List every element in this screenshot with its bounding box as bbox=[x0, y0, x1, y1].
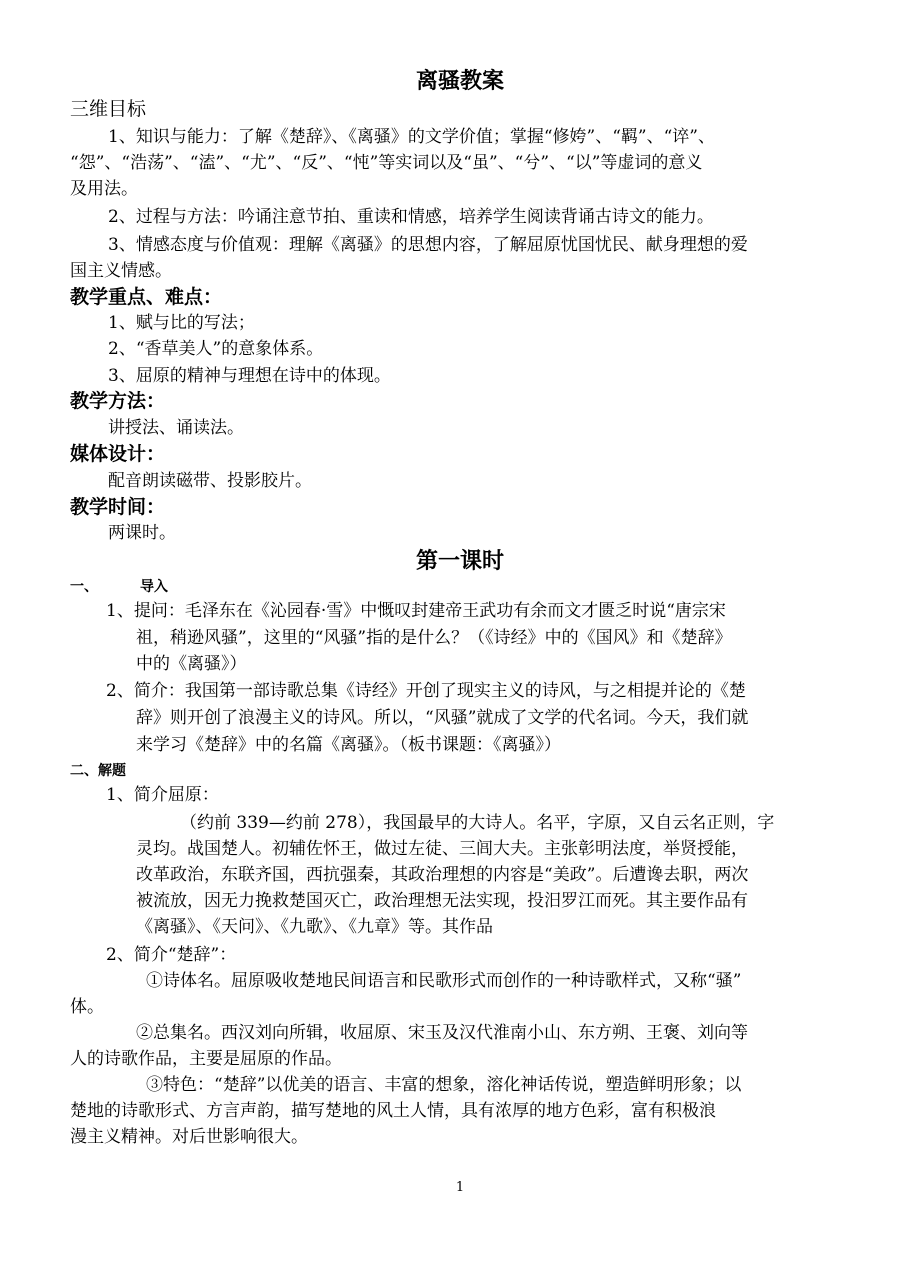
method-heading: 教学方法： bbox=[70, 390, 166, 412]
qu-yuan-line-1: （约前 339—约前 278），我国最早的大诗人。名平，字原，又自云名正则，字 bbox=[180, 813, 775, 833]
page-number: 1 bbox=[455, 1180, 465, 1195]
document-title: 离骚教案 bbox=[415, 69, 504, 94]
goals-heading: 三维目标 bbox=[70, 98, 147, 120]
lesson-heading: 第一课时 bbox=[415, 549, 504, 574]
media-text: 配音朗读磁带、投影胶片。 bbox=[108, 471, 312, 491]
goal-1-line-3: 及用法。 bbox=[70, 179, 138, 199]
key-point-2: 2、“香草美人”的意象体系。 bbox=[108, 339, 324, 359]
qu-yuan-line-4: 被流放，因无力挽救楚国灭亡，政治理想无法实现，投汨罗江而死。其主要作品有 bbox=[136, 891, 748, 911]
part-2-title: 二、解题 bbox=[70, 763, 126, 779]
part-1-title: 导入 bbox=[140, 579, 168, 595]
key-point-3: 3、屈原的精神与理想在诗中的体现。 bbox=[108, 366, 391, 386]
chuci-2-line-2: 人的诗歌作品，主要是屈原的作品。 bbox=[70, 1049, 342, 1069]
goal-2: 2、过程与方法：吟诵注意节拍、重读和情感，培养学生阅读背诵古诗文的能力。 bbox=[108, 207, 714, 227]
intro-2-line-2: 辞》则开创了浪漫主义的诗风。所以，“风骚”就成了文学的代名词。今天，我们就 bbox=[136, 708, 749, 728]
time-heading: 教学时间： bbox=[70, 496, 166, 518]
goal-3-line-2: 国主义情感。 bbox=[70, 261, 172, 281]
intro-1-line-1: 1、提问：毛泽东在《沁园春·雪》中慨叹封建帝王武功有余而文才匮乏时说“唐宗宋 bbox=[106, 601, 726, 621]
chuci-1-line-1: ①诗体名。屈原吸收楚地民间语言和民歌形式而创作的一种诗歌样式，又称“骚” bbox=[146, 971, 742, 991]
key-point-1: 1、赋与比的写法； bbox=[108, 313, 255, 333]
part-1-number: 一、 bbox=[70, 579, 98, 595]
intro-1-line-2: 祖，稍逊风骚”，这里的“风骚”指的是什么？（《诗经》中的《国风》和《楚辞》 bbox=[136, 628, 732, 648]
chuci-3-line-3: 漫主义精神。对后世影响很大。 bbox=[70, 1127, 308, 1147]
chuci-3-line-1: ③特色：“楚辞”以优美的语言、丰富的想象，溶化神话传说，塑造鲜明形象；以 bbox=[146, 1075, 742, 1095]
chuci-3-line-2: 楚地的诗歌形式、方言声韵，描写楚地的风土人情，具有浓厚的地方色彩，富有积极浪 bbox=[70, 1101, 716, 1121]
chuci-1-line-2: 体。 bbox=[70, 997, 104, 1017]
qu-yuan-line-2: 灵均。战国楚人。初辅佐怀王，做过左徒、三闾大夫。主张彰明法度，举贤授能， bbox=[136, 839, 748, 859]
key-points-heading: 教学重点、难点： bbox=[70, 286, 223, 308]
method-text: 讲授法、诵读法。 bbox=[108, 418, 244, 438]
goal-1-line-2: “怨”、“浩荡”、“溘”、“尤”、“反”、“忳”等实词以及“虽”、“兮”、“以”等虚词的意义 bbox=[70, 153, 703, 173]
intro-2-line-3: 来学习《楚辞》中的名篇《离骚》。（板书课题：《离骚》） bbox=[136, 735, 561, 755]
qu-yuan-heading: 1、简介屈原： bbox=[106, 785, 219, 805]
qu-yuan-line-3: 改革政治，东联齐国，西抗强秦，其政治理想的内容是“美政”。后遭谗去职，两次 bbox=[136, 865, 749, 885]
goal-3-line-1: 3、情感态度与价值观：理解《离骚》的思想内容，了解屈原忧国忧民、献身理想的爱 bbox=[108, 235, 748, 255]
intro-2-line-1: 2、简介：我国第一部诗歌总集《诗经》开创了现实主义的诗风，与之相提并论的《楚 bbox=[106, 681, 746, 701]
chuci-heading: 2、简介“楚辞”： bbox=[106, 945, 237, 965]
time-text: 两课时。 bbox=[108, 523, 176, 543]
qu-yuan-line-5: 《离骚》、《天问》、《九歌》、《九章》等。其作品 bbox=[136, 917, 493, 937]
goal-1-line-1: 1、知识与能力：了解《楚辞》、《离骚》的文学价值；掌握“修姱”、“羁”、“谇”、 bbox=[108, 127, 715, 147]
chuci-2-line-1: ②总集名。西汉刘向所辑，收屈原、宋玉及汉代淮南小山、东方朔、王褒、刘向等 bbox=[136, 1023, 748, 1043]
intro-1-line-3: 中的《离骚》） bbox=[136, 654, 247, 674]
media-heading: 媒体设计： bbox=[70, 443, 166, 465]
